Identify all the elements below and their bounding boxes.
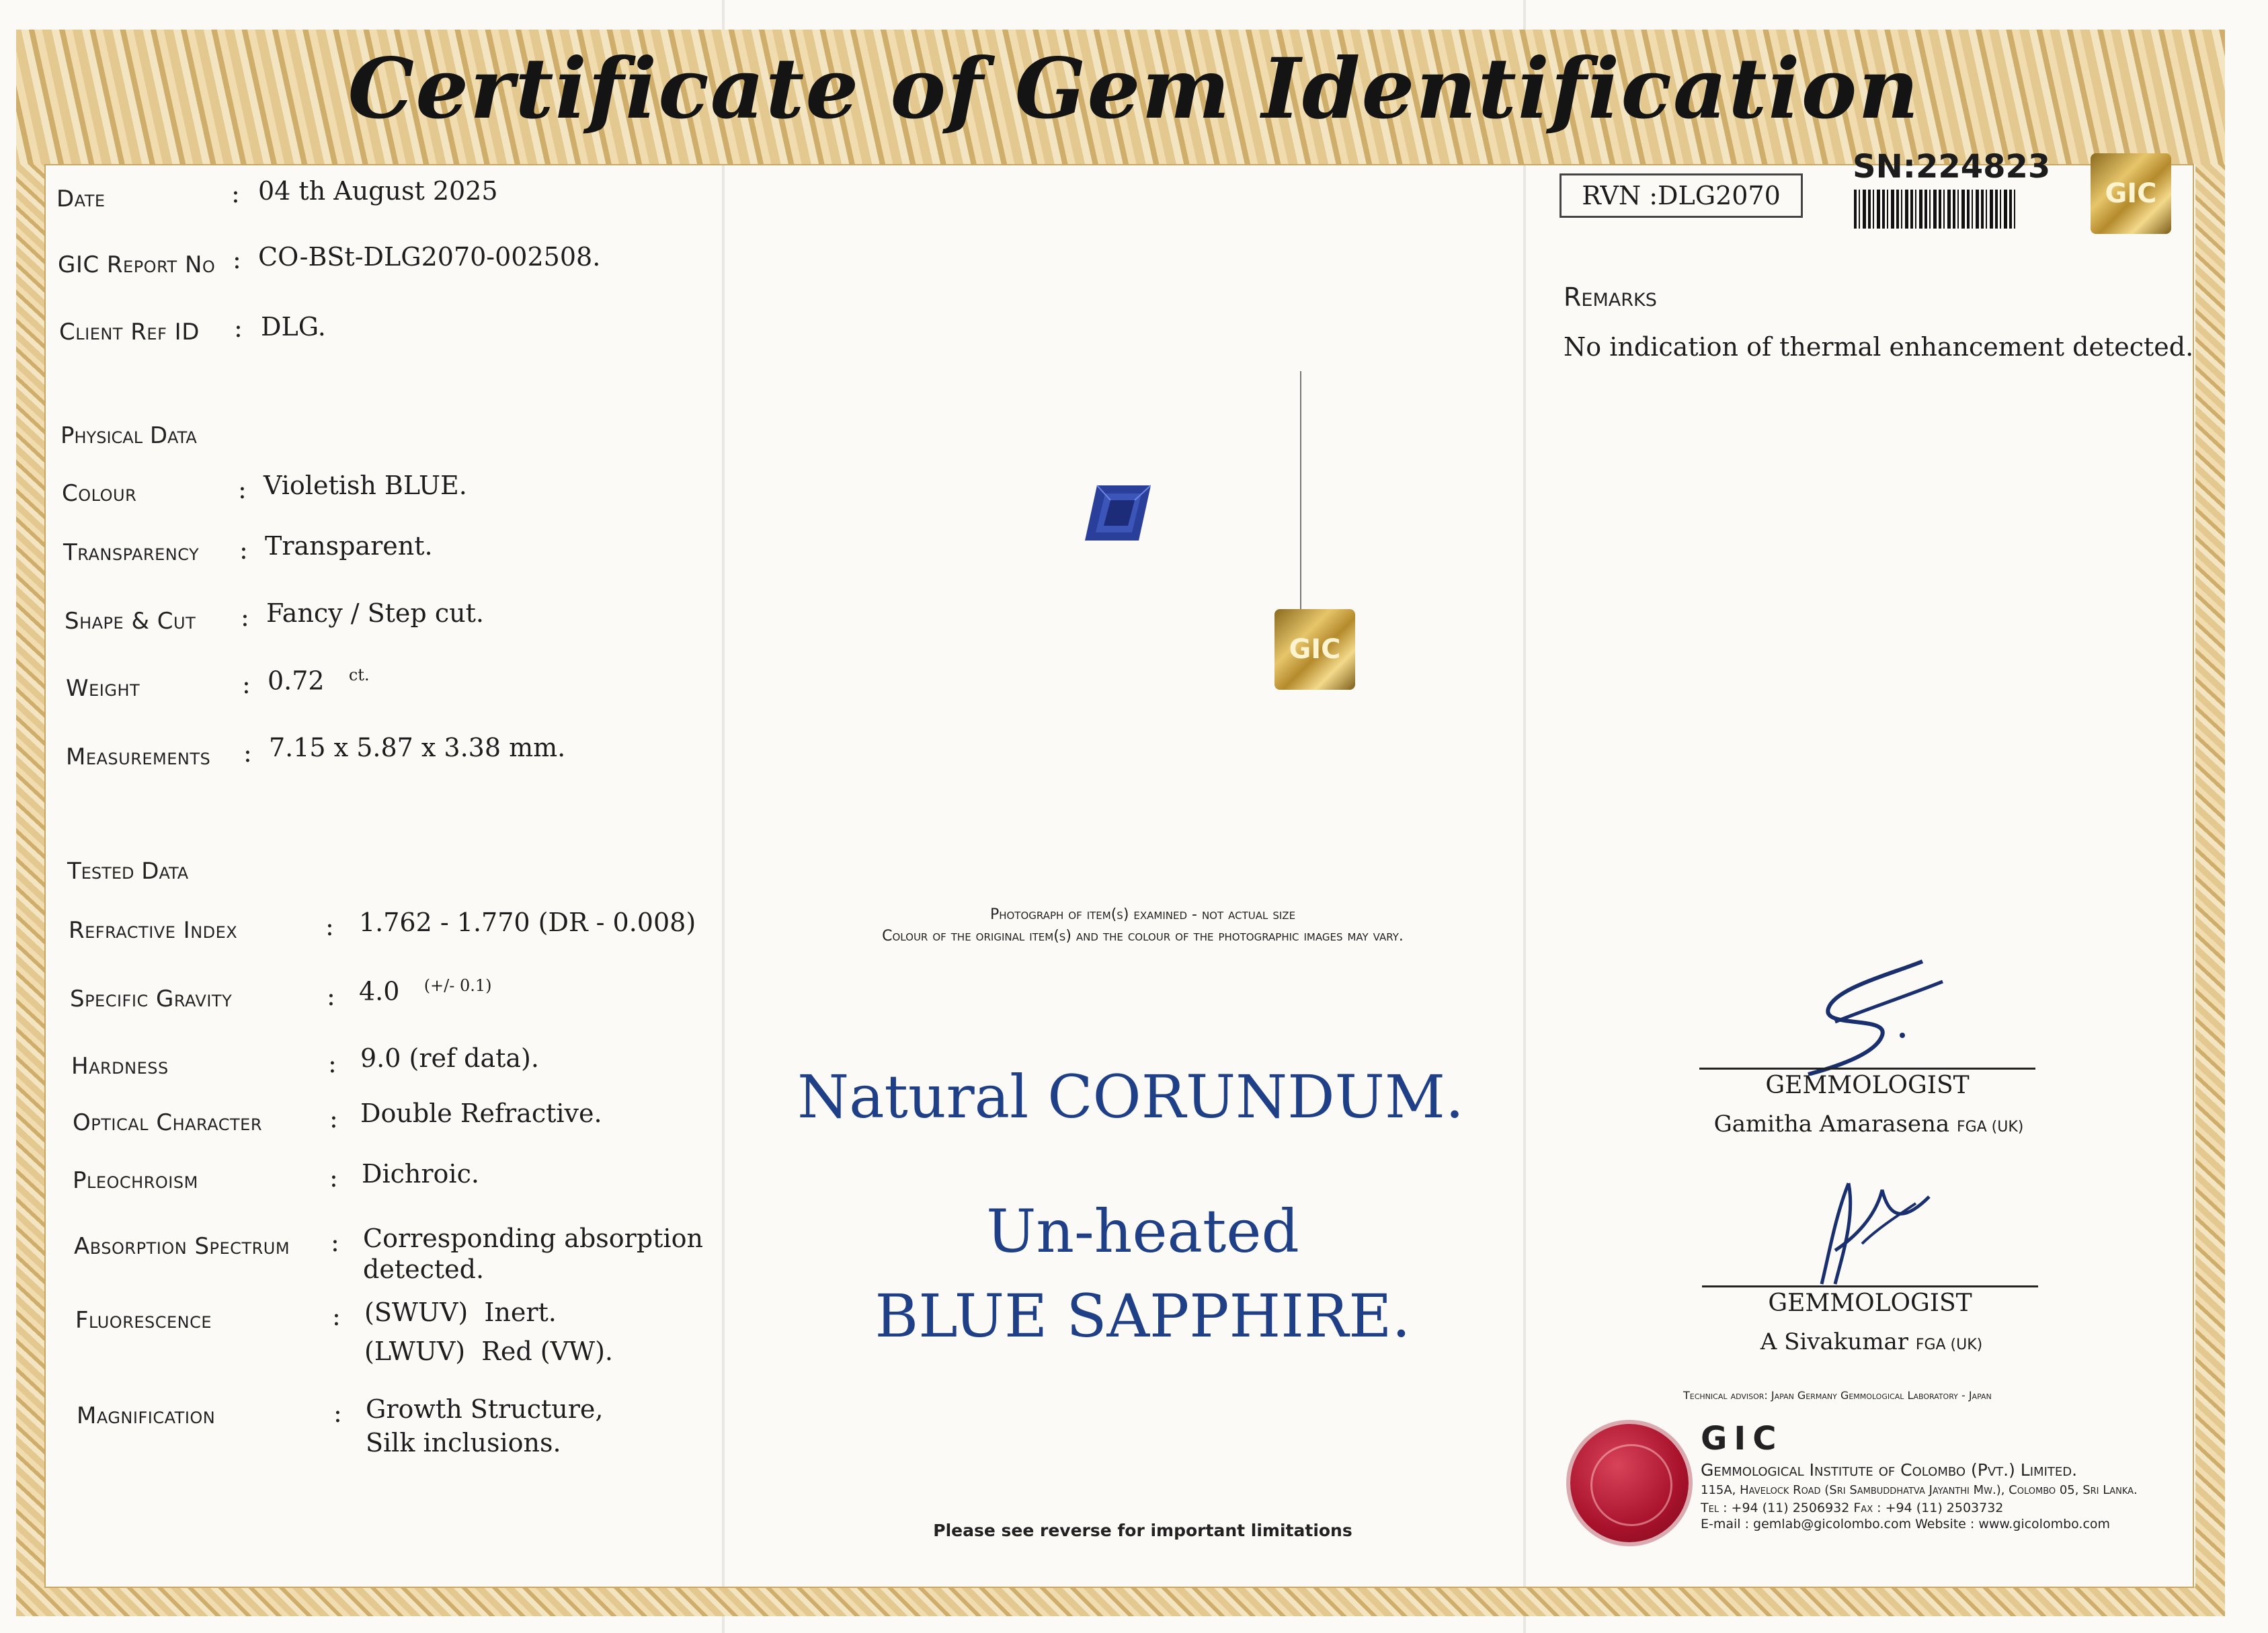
ri-label: Refractive Index — [69, 917, 238, 944]
physical-data-heading: Physical Data — [60, 422, 197, 449]
magnification-value: Growth Structure, — [366, 1394, 604, 1424]
fluorescence-lwuv — [364, 1337, 613, 1366]
serial-number: SN:224823 — [1853, 148, 2051, 186]
institute-web: E-mail : gemlab@gicolombo.com Website : www.gicolombo.com — [1701, 1517, 2111, 1531]
institute-tel: Tel : +94 (11) 2506932 Fax : +94 (11) 2503732 — [1701, 1501, 2004, 1515]
fluorescence-label: Fluorescence — [75, 1307, 212, 1334]
identification-treatment: Un-heated — [986, 1197, 1299, 1266]
pleochroism-value: Dichroic. — [362, 1159, 479, 1189]
gemmologist-name-1-text: Gamitha Amarasena — [1713, 1111, 1950, 1138]
colon: : — [238, 475, 247, 504]
pleochroism-label: Pleochroism — [73, 1167, 198, 1194]
absorption-value: Corresponding absorption — [363, 1224, 703, 1253]
fluorescence-swuv — [364, 1298, 557, 1327]
gemmologist-qual-2: FGA (UK) — [1915, 1337, 1983, 1353]
client-ref-label: Client Ref ID — [59, 319, 200, 346]
report-no-value: CO-BSt-DLG2070-002508. — [258, 242, 601, 272]
colon: : — [333, 1398, 342, 1428]
photo-note-2: Colour of the original item(s) and the colour of the photographic images may vary. — [882, 928, 1404, 945]
gemstone-photo — [1084, 484, 1151, 542]
institute-name: Gemmological Institute of Colombo (Pvt.) Limited. — [1701, 1460, 2078, 1480]
shape-cut-label: Shape & Cut — [65, 608, 196, 635]
sg-number: 4.0 — [359, 976, 400, 1006]
colon: : — [332, 1302, 341, 1331]
date-value: 04 th August 2025 — [258, 176, 498, 206]
optical-character-value: Double Refractive. — [360, 1099, 602, 1128]
sg-value — [359, 976, 492, 1006]
limitations-note: Please see reverse for important limitations — [933, 1521, 1352, 1540]
colon: : — [329, 1163, 338, 1193]
client-colon: : — [234, 313, 243, 343]
weight-number: 0.72 — [268, 666, 325, 696]
tested-data-heading: Tested Data — [67, 858, 189, 885]
signature-line-2 — [1702, 1285, 2038, 1287]
swuv-label: (SWUV) — [364, 1298, 469, 1327]
inner-border-line — [44, 164, 2194, 1588]
absorption-value-2: detected. — [363, 1254, 485, 1284]
gemmologist-title-2: GEMMOLOGIST — [1768, 1289, 1972, 1317]
weight-unit: ct. — [348, 666, 370, 684]
institute-logo: GIC — [1701, 1420, 1783, 1458]
signature-2 — [1801, 1177, 1936, 1291]
gemmologist-name-2 — [1663, 1328, 2080, 1355]
gemmologist-qual-1: FGA (UK) — [1956, 1119, 2024, 1136]
colon: : — [331, 1228, 339, 1257]
lwuv-label: (LWUV) — [364, 1337, 466, 1366]
transparency-label: Transparency — [63, 539, 200, 566]
colour-label: Colour — [62, 480, 137, 507]
gemmologist-name-2-text: A Sivakumar — [1760, 1328, 1908, 1355]
ri-value: 1.762 - 1.770 (DR - 0.008) — [359, 908, 696, 937]
institute-address: 115A, Havelock Road (Sri Sambuddhatva Jayanthi Mw.), Colombo 05, Sri Lanka. — [1701, 1483, 2138, 1497]
seal-inner — [1590, 1444, 1672, 1526]
identification-species: Natural CORUNDUM. — [797, 1062, 1464, 1131]
colon: : — [243, 738, 252, 768]
lwuv-value: Red (VW). — [481, 1337, 614, 1366]
technical-advisor: Technical advisor: Japan Germany Gemmological Laboratory - Japan — [1683, 1389, 1992, 1402]
wax-seal — [1570, 1424, 1689, 1542]
measurements-label: Measurements — [66, 744, 211, 770]
colon: : — [328, 1049, 337, 1078]
gemmologist-title-1: GEMMOLOGIST — [1765, 1072, 1970, 1099]
certificate-title: Certificate of Gem Identification — [348, 40, 1920, 138]
magnification-label: Magnification — [77, 1402, 216, 1429]
date-colon: : — [231, 179, 240, 208]
rvn-box: RVN :DLG2070 — [1560, 173, 1803, 218]
remarks-heading: Remarks — [1564, 282, 1657, 312]
signature-1 — [1788, 955, 1949, 1076]
colon: : — [241, 602, 249, 632]
colon: : — [239, 535, 248, 565]
remarks-text: No indication of thermal enhancement detected. — [1564, 332, 2194, 362]
sg-tolerance: (+/- 0.1) — [423, 976, 492, 995]
report-no-label: GIC Report No — [58, 251, 216, 278]
colour-value: Violetish BLUE. — [264, 471, 467, 500]
gic-hologram: GIC — [1274, 609, 1355, 690]
hardness-value: 9.0 (ref data). — [360, 1043, 539, 1073]
report-colon: : — [233, 245, 241, 274]
colon: : — [325, 912, 334, 941]
gic-hologram-top: GIC — [2091, 153, 2171, 234]
optical-character-label: Optical Character — [73, 1109, 262, 1136]
date-label: Date — [56, 186, 106, 212]
identification-variety: BLUE SAPPHIRE. — [875, 1281, 1411, 1351]
sg-label: Specific Gravity — [70, 986, 233, 1012]
colon: : — [329, 1104, 338, 1133]
barcode — [1854, 190, 2015, 229]
absorption-label: Absorption Spectrum — [74, 1233, 290, 1260]
weight-value — [268, 666, 370, 696]
colon: : — [242, 670, 251, 699]
shape-cut-value: Fancy / Step cut. — [266, 598, 484, 628]
swuv-value: Inert. — [484, 1298, 557, 1327]
hardness-label: Hardness — [71, 1053, 169, 1080]
client-ref-value: DLG. — [261, 312, 326, 342]
transparency-value: Transparent. — [265, 531, 433, 561]
measurements-value: 7.15 x 5.87 x 3.38 mm. — [269, 733, 566, 762]
colon: : — [327, 982, 335, 1011]
gemmologist-name-1 — [1660, 1111, 2077, 1138]
signature-line-1 — [1699, 1068, 2035, 1070]
magnification-value-2: Silk inclusions. — [366, 1428, 561, 1458]
weight-label: Weight — [66, 675, 140, 702]
photo-note-1: Photograph of item(s) examined - not actual size — [989, 906, 1296, 923]
